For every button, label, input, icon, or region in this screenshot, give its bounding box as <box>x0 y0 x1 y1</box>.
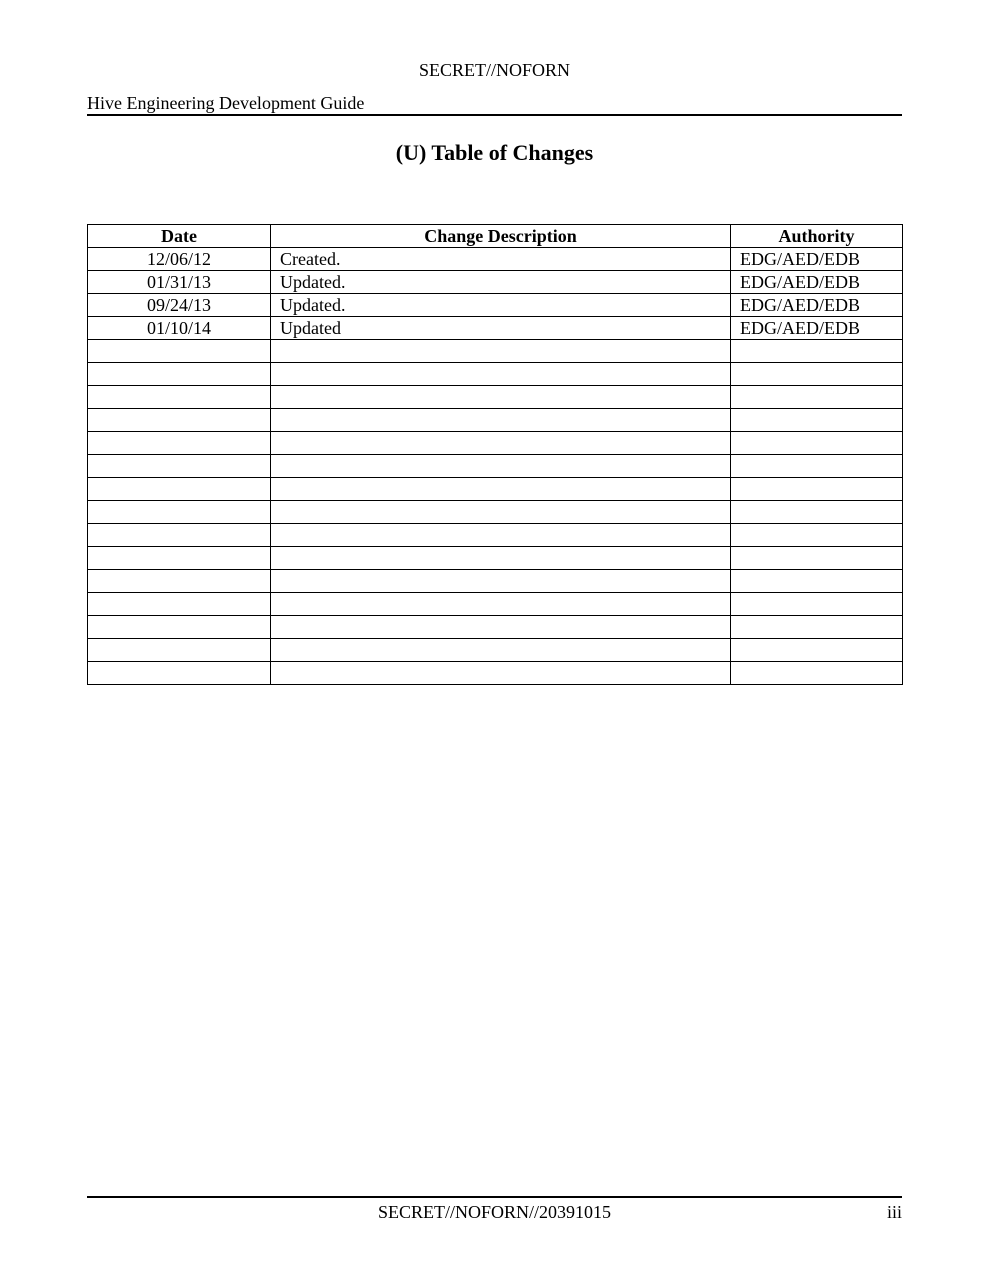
cell-change-description <box>271 363 731 386</box>
cell-change-description <box>271 501 731 524</box>
table-row <box>88 662 903 685</box>
cell-date: 01/31/13 <box>88 271 271 294</box>
table-row <box>88 593 903 616</box>
cell-change-description: Updated. <box>271 271 731 294</box>
cell-authority: EDG/AED/EDB <box>731 294 903 317</box>
table-row <box>88 478 903 501</box>
table-header-row <box>88 225 903 248</box>
table-row <box>88 294 903 317</box>
cell-authority <box>731 501 903 524</box>
cell-authority <box>731 547 903 570</box>
cell-date <box>88 547 271 570</box>
table-row <box>88 409 903 432</box>
cell-date <box>88 455 271 478</box>
table-row <box>88 248 903 271</box>
cell-date <box>88 639 271 662</box>
table-row <box>88 455 903 478</box>
cell-authority <box>731 639 903 662</box>
cell-change-description <box>271 386 731 409</box>
table-row <box>88 639 903 662</box>
column-header-change-description: Change Description <box>271 225 731 248</box>
cell-date <box>88 570 271 593</box>
table-row <box>88 432 903 455</box>
cell-change-description <box>271 570 731 593</box>
cell-authority <box>731 570 903 593</box>
cell-change-description <box>271 639 731 662</box>
cell-date <box>88 662 271 685</box>
table-body <box>88 248 903 685</box>
page-title: (U) Table of Changes <box>395 140 594 165</box>
cell-date <box>88 363 271 386</box>
cell-date: 01/10/14 <box>88 317 271 340</box>
cell-date <box>88 386 271 409</box>
table-row <box>88 524 903 547</box>
cell-change-description <box>271 547 731 570</box>
cell-change-description <box>271 662 731 685</box>
cell-date: 09/24/13 <box>88 294 271 317</box>
cell-date <box>88 593 271 616</box>
cell-date <box>88 409 271 432</box>
cell-authority <box>731 409 903 432</box>
cell-date: 12/06/12 <box>88 248 271 271</box>
cell-authority: EDG/AED/EDB <box>731 248 903 271</box>
cell-change-description <box>271 409 731 432</box>
cell-change-description <box>271 432 731 455</box>
cell-change-description: Updated <box>271 317 731 340</box>
cell-authority <box>731 524 903 547</box>
cell-change-description: Created. <box>271 248 731 271</box>
column-header-authority: Authority <box>731 225 903 248</box>
cell-authority <box>731 478 903 501</box>
cell-authority <box>731 386 903 409</box>
page-number: iii <box>886 1202 902 1222</box>
cell-authority: EDG/AED/EDB <box>731 317 903 340</box>
cell-change-description <box>271 524 731 547</box>
cell-change-description <box>271 455 731 478</box>
table-row <box>88 386 903 409</box>
cell-change-description <box>271 593 731 616</box>
bottom-classification-marking: SECRET//NOFORN//20391015 <box>377 1202 612 1222</box>
table-row <box>88 363 903 386</box>
top-classification-marking: SECRET//NOFORN <box>418 60 571 80</box>
cell-date <box>88 478 271 501</box>
cell-authority <box>731 593 903 616</box>
column-header-date: Date <box>88 225 271 248</box>
cell-date <box>88 432 271 455</box>
cell-date <box>88 616 271 639</box>
table-row <box>88 501 903 524</box>
running-header-title: Hive Engineering Development Guide <box>87 92 902 116</box>
cell-date <box>88 524 271 547</box>
table-row <box>88 547 903 570</box>
table-of-changes <box>87 224 903 685</box>
cell-authority <box>731 455 903 478</box>
cell-change-description <box>271 340 731 363</box>
cell-authority <box>731 363 903 386</box>
cell-date <box>88 340 271 363</box>
cell-authority: EDG/AED/EDB <box>731 271 903 294</box>
cell-date <box>88 501 271 524</box>
cell-authority <box>731 432 903 455</box>
table-row <box>88 340 903 363</box>
cell-authority <box>731 662 903 685</box>
cell-change-description <box>271 616 731 639</box>
table-row <box>88 317 903 340</box>
table-row <box>88 570 903 593</box>
cell-change-description: Updated. <box>271 294 731 317</box>
cell-change-description <box>271 478 731 501</box>
cell-authority <box>731 340 903 363</box>
table-row <box>88 271 903 294</box>
table-row <box>88 616 903 639</box>
cell-authority <box>731 616 903 639</box>
footer-divider <box>87 1196 902 1198</box>
